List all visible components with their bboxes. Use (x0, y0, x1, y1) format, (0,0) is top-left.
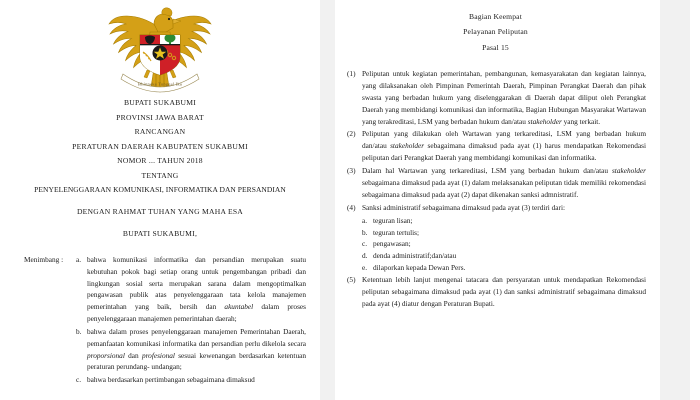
title-line-tentang: TENTANG (141, 170, 179, 180)
italic-term: proporsional (87, 350, 125, 360)
considering-item (76, 374, 306, 386)
article-item-number: (3) (347, 166, 356, 176)
heading-bagian: Bagian Keempat (469, 12, 522, 21)
italic-term: akuntabel (224, 302, 254, 312)
article-item-number: (1) (347, 68, 356, 78)
article-sublist-item-text: denda administratif;dan/atau (373, 251, 457, 261)
article-item-text: Sanksi administratif sebagaimana dimaksud pada ayat (3) terdiri dari: (362, 202, 566, 212)
considering-item (76, 254, 306, 325)
title-line-peraturan: PERATURAN DAERAH KABUPATEN SUKABUMI (72, 141, 248, 151)
considering-item-text: bahwa berdasarkan pertimbangan sebagaimana dimaksud (87, 375, 255, 385)
article-sublist-item-marker: c. (362, 239, 368, 249)
article-sublist-item-marker: b. (362, 227, 368, 237)
italic-term: stakeholder (527, 116, 562, 126)
article-sublist-item (362, 250, 646, 262)
article-item-text: Ketentuan lebih lanjut mengenai tatacara dan persyaratan untuk mendapatkan Rekomendasi peliputan sebagaimana dimaksud pada ayat (1) dan sanksi administratif sebagaimana dimaksud pada ayat (4) diatur dengan Peraturan Bupati. (362, 275, 646, 308)
considering-item-marker: a. (76, 255, 82, 265)
title-line-signatory: BUPATI SUKABUMI, (122, 229, 198, 239)
article-sublist-item (362, 227, 646, 239)
considering-items (76, 254, 306, 387)
considering-item-marker: b. (76, 326, 82, 336)
article-sublist-item-text: teguran lisan; (373, 215, 413, 225)
article-sublist-item-text: pengawasan; (373, 239, 411, 249)
considering-item-text: bahwa komunikasi informatika dan persandian merupakan suatu kebutuhan pokok bagi setiap orang untuk pengembangan pribadi dan lingkungan sosial serta merupakan sarana dalam mengoptimalkan pengawasan publik atas penyelenggaraan tata kelola manajemen pemerintahan yang baik, bersih dan akuntabel dalam proses penyelenggaraan manajemen pemerintahan daerah; (87, 255, 306, 324)
article-sublist-item-text: dilaporkan kepada Dewan Pers. (373, 263, 466, 273)
article-item (345, 68, 646, 127)
article-item-number: (5) (347, 275, 356, 285)
title-line-provinsi: PROVINSI JAWA BARAT (116, 112, 204, 122)
article-sublist-item-marker: a. (362, 215, 368, 225)
italic-term: profesional (141, 350, 175, 360)
article-sublist-item-text: teguran tertulis; (373, 227, 419, 237)
article-sublist-item-marker: e. (362, 263, 368, 273)
considering-label: Menimbang : (24, 255, 64, 265)
heading-subject: Pelayanan Peliputan (463, 27, 528, 37)
page-gutter-right (660, 0, 690, 400)
considering-item-marker: c. (76, 375, 82, 385)
garuda-pancasila-emblem (106, 4, 214, 94)
page-gutter-middle (320, 0, 335, 400)
svg-text:Bhinneka Tunggal Ika: Bhinneka Tunggal Ika (138, 81, 182, 87)
considering-item (76, 326, 306, 373)
article-sublist-item (362, 215, 646, 227)
document-page-right (335, 0, 660, 400)
considering-section (14, 254, 306, 387)
article-item (345, 202, 646, 214)
pancasila-shield (136, 32, 184, 76)
article-sublist (362, 215, 646, 274)
heading-pasal: Pasal 15 (482, 42, 509, 52)
article-item (345, 274, 646, 310)
article-heading-block (345, 9, 646, 55)
article-sublist-item (362, 262, 646, 274)
title-line-bupati: BUPATI SUKABUMI (123, 98, 197, 107)
article-item-text: Peliputan yang dilakukan oleh Wartawan yang terkareditasi, LSM yang berbadan hukum dan/atau stakeholder sebagaimana dimaksud pada ayat (1) harus mendapatkan Rekomendasi peliputan dari Perangkat Daerah yang membidangi komunikasi dan informatika. (362, 129, 646, 163)
article-sublist-item-marker: d. (362, 251, 368, 261)
title-line-rancangan: RANCANGAN (134, 127, 186, 137)
article-item-text: Peliputan untuk kegiatan pemerintahan, pembangunan, kemasyarakatan dan kegiatan lainnya, yang dilaksanakan oleh Pimpinan Pemerintah Daerah, Pimpinan Perangkat Daerah dan pihak swasta yang berbadan hukum yang diselenggarakan di Daerah dapat diliput oleh Perangkat Daerah yang membidangi komunikasi dan informatika, Bagian Hubungan Masyarakat Wartawan yang terakreditasi, LSM yang berbadan hukum dan/atau stakeholder yang terkait. (362, 68, 646, 126)
considering-item-text: bahwa dalam proses penyelenggaraan manajemen Pemerintahan Daerah, pemanfaatan komunikasi informatika dan persandian perlu dikelola secara proporsional dan profesional sesuai kewenangan berdasarkan ketentuan peraturan perundang- undangan; (87, 326, 306, 372)
title-line-nomor: NOMOR ... TAHUN 2018 (117, 156, 203, 166)
italic-term: stakeholder (390, 141, 425, 151)
italic-term: stakeholder (611, 166, 646, 176)
article-item (345, 128, 646, 164)
title-line-subject: PENYELENGGARAAN KOMUNIKASI, INFORMATIKA DAN PERSANDIAN (34, 185, 286, 195)
article-item-number: (2) (347, 129, 356, 139)
emblem-container (14, 4, 306, 96)
article-item-text: Dalam hal Wartawan yang terkareditasi, LSM yang berbadan hukum dan/atau stakeholder sebagaimana dimaksud pada ayat (1) dalam melaksanakan peliputan tidak memiliki rekomendasi sebagaimana dimaksud pada ayat (2) dapat dikenakan sanksi admnistratif. (362, 166, 646, 199)
article-list (345, 68, 646, 310)
document-title-block (14, 96, 306, 242)
article-item (345, 165, 646, 201)
article-item-number: (4) (347, 202, 356, 212)
article-sublist-item (362, 238, 646, 250)
document-page-left (0, 0, 320, 400)
title-line-blessing: DENGAN RAHMAT TUHAN YANG MAHA ESA (76, 206, 244, 216)
